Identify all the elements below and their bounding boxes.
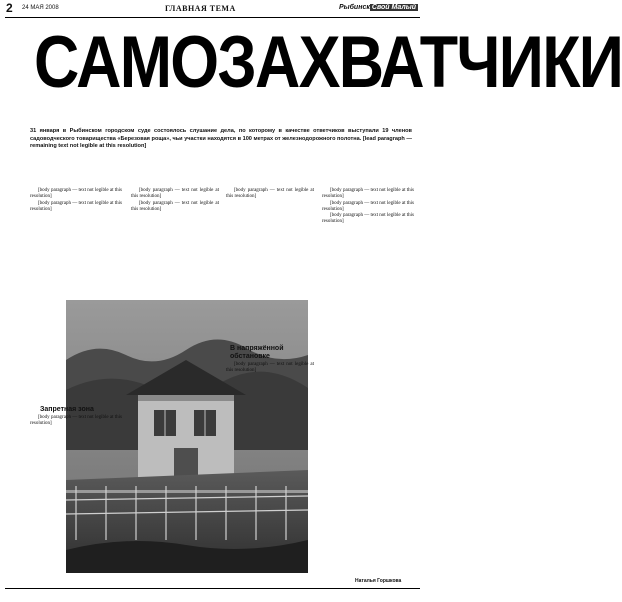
subheading-forbidden-zone: Запретная зона <box>40 406 94 413</box>
newspaper-brand <box>339 4 418 11</box>
paragraph: [body paragraph — text not legible at this resolution] <box>322 188 414 200</box>
paragraph: [body paragraph — text not legible at this resolution] <box>322 200 414 212</box>
article-column-4 <box>322 188 414 572</box>
paragraph: [body paragraph — text not legible at this resolution] <box>322 213 414 225</box>
paragraph: [body paragraph — text not legible at this resolution] <box>30 415 122 427</box>
footer-divider <box>5 588 420 589</box>
brand-name-left: Рыбинск <box>338 4 370 11</box>
author-signature: Наталья Горшкова <box>355 578 402 584</box>
paragraph: [body paragraph — text not legible at this resolution] <box>131 200 219 212</box>
page-number: 2 <box>6 1 13 15</box>
paragraph: [body paragraph — text not legible at this resolution] <box>226 362 314 374</box>
subheading-tense-situation: В напряжённой обстановке <box>230 345 284 360</box>
header-divider <box>5 17 420 18</box>
issue-date: 24 МАЯ 2008 <box>22 5 59 11</box>
paragraph: [body paragraph — text not legible at this resolution] <box>30 200 122 212</box>
paragraph: [body paragraph — text not legible at this resolution] <box>131 188 219 200</box>
article-lead: 31 января в Рыбинском городском суде состоялось слушание дела, по которому в качестве ответчиков выступали 19 членов садоводческого товарищества «Березовая роща», чьи участки находятся в 100 метрах от железнодорожного полотна. [lead paragraph — remaining text not legible at this resolution] <box>30 128 412 150</box>
section-title: ГЛАВНАЯ ТЕМА <box>165 4 236 13</box>
paragraph: [body paragraph — text not legible at this resolution] <box>226 188 314 200</box>
article-headline: САМОЗАХВАТЧИКИ <box>34 22 622 103</box>
paragraph: [body paragraph — text not legible at this resolution] <box>30 188 122 200</box>
article-column-1-continued <box>30 415 122 573</box>
brand-name-right: Свой Малый <box>371 4 416 11</box>
article-column-3-continued <box>226 362 314 522</box>
page-header <box>5 3 420 17</box>
